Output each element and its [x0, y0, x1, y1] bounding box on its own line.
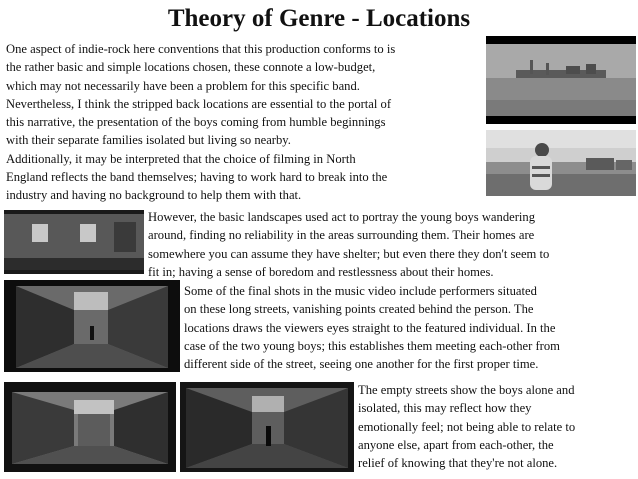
text-line: fit in; having a sense of boredom and restlessness about their homes.	[148, 264, 494, 279]
text-line: the rather basic and simple locations chosen, these connote a low-budget,	[6, 60, 376, 75]
text-line: relief of knowing that they're not alone.	[358, 456, 558, 471]
paragraph-landscapes	[148, 208, 549, 281]
text-line: However, the basic landscapes used act to portray the young boys wandering	[148, 210, 535, 224]
paragraph-empty-streets	[358, 381, 575, 472]
text-line: with their separate families isolated but living so nearby.	[6, 133, 291, 148]
still-hilltop-figure-image	[486, 130, 636, 196]
text-line: Additionally, it may be interpreted that the choice of filming in North	[6, 151, 356, 166]
still-industrial-coast-image	[486, 36, 636, 124]
still-alley-figure-image	[4, 280, 180, 372]
text-line: anyone else, apart from each-other, the	[358, 437, 554, 452]
text-line: case of the two young boys; this establishes them meeting each-other from	[184, 338, 560, 353]
still-terrace-street-image	[4, 382, 176, 472]
paragraph-intro	[6, 40, 395, 205]
text-line: Some of the final shots in the music video include performers situated	[184, 284, 537, 298]
text-line: different side of the street, seeing one another for the first proper time.	[184, 357, 539, 372]
text-line: industry and having no background to help them with that.	[6, 188, 302, 203]
text-line: Nevertheless, I think the stripped back locations are essential to the portal of	[6, 96, 392, 111]
text-line: The empty streets show the boys alone and	[358, 383, 575, 397]
text-line: around, finding no reliability in the areas surrounding them. Their homes are	[148, 228, 535, 243]
text-line: isolated, this may reflect how they	[358, 401, 532, 416]
text-line: this narrative, the presentation of the boys coming from humble beginnings	[6, 115, 386, 130]
text-line: somewhere you can assume they have shelter; but even there they don't seem to	[148, 246, 550, 261]
text-line: which may not necessarily have been a problem for this specific band.	[6, 78, 360, 93]
still-houses-street-image	[4, 210, 144, 274]
text-line: England reflects the band themselves; having to work hard to break into the	[6, 170, 388, 185]
text-line: locations draws the viewers eyes straight to the featured individual. In the	[184, 320, 556, 335]
text-line: emotionally feel; not being able to relate to	[358, 419, 576, 434]
page-title: Theory of Genre - Locations	[167, 5, 471, 32]
still-dark-alley-figure-image	[180, 382, 354, 472]
text-line: on these long streets, vanishing points created behind the person. The	[184, 302, 534, 317]
text-line: One aspect of indie-rock here conventions that this production conforms to is	[6, 42, 396, 56]
paragraph-final-shots	[184, 282, 560, 373]
